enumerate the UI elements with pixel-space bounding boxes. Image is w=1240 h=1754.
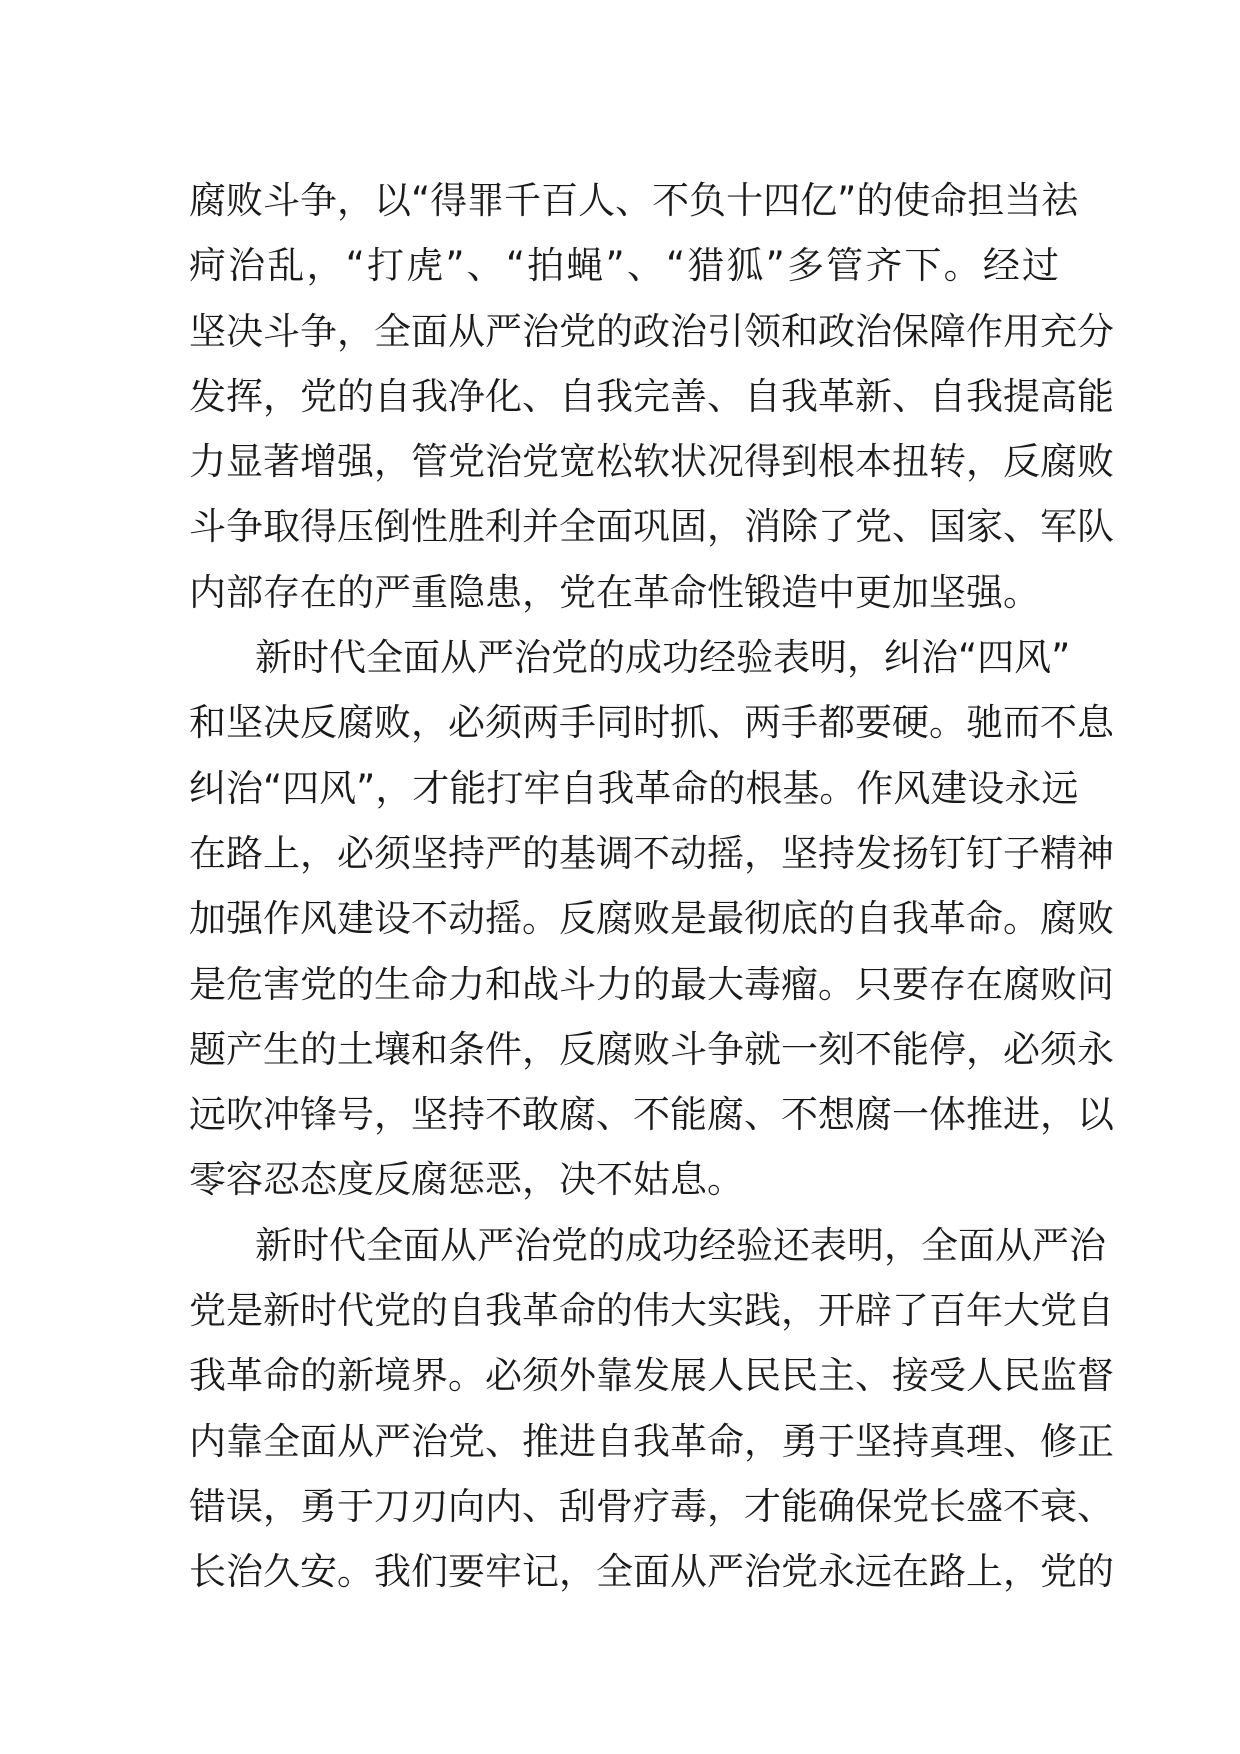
text-line: 疴治乱，“打虎”、“拍蝇”、“猎狐”多管齐下。经过 xyxy=(189,244,1059,288)
text-line: 发挥，党的自我净化、自我完善、自我革新、自我提高能 xyxy=(189,374,1114,418)
text-line: 坚决斗争，全面从严治党的政治引领和政治保障作用充分 xyxy=(189,309,1114,353)
paragraph-2 xyxy=(189,625,1114,1213)
text-line: 错误，勇于刀刃向内、刮骨疗毒，才能确保党长盛不衰、 xyxy=(189,1484,1114,1528)
text-line: 在路上，必须坚持严的基调不动摇，坚持发扬钉钉子精神 xyxy=(189,831,1114,875)
text-line: 加强作风建设不动摇。反腐败是最彻底的自我革命。腐败 xyxy=(189,897,1114,941)
text-line: 是危害党的生命力和战斗力的最大毒瘤。只要存在腐败问 xyxy=(189,962,1114,1006)
text-line: 我革命的新境界。必须外靠发展人民民主、接受人民监督 xyxy=(189,1354,1114,1398)
text-line: 新时代全面从严治党的成功经验表明，纠治“四风” xyxy=(255,636,1071,680)
text-line: 新时代全面从严治党的成功经验还表明，全面从严治 xyxy=(255,1223,1106,1267)
text-line: 和坚决反腐败，必须两手同时抓、两手都要硬。驰而不息 xyxy=(189,701,1114,745)
text-line: 零容忍态度反腐惩恶，决不姑息。 xyxy=(189,1158,744,1202)
text-line: 纠治“四风”，才能打牢自我革命的根基。作风建设永远 xyxy=(189,766,1079,810)
text-line: 力显著增强，管党治党宽松软状况得到根本扭转，反腐败 xyxy=(189,440,1114,484)
text-line: 腐败斗争，以“得罪千百人、不负十四亿”的使命担当祛 xyxy=(189,179,1079,222)
body-text xyxy=(189,168,1114,1605)
text-line: 党是新时代党的自我革命的伟大实践，开辟了百年大党自 xyxy=(189,1289,1114,1333)
text-line: 题产生的土壤和条件，反腐败斗争就一刻不能停，必须永 xyxy=(189,1027,1114,1071)
text-line: 长治久安。我们要牢记，全面从严治党永远在路上，党的 xyxy=(189,1550,1114,1594)
text-line: 远吹冲锋号，坚持不敢腐、不能腐、不想腐一体推进，以 xyxy=(189,1093,1114,1137)
text-line: 内靠全面从严治党、推进自我革命，勇于坚持真理、修正 xyxy=(189,1419,1114,1463)
paragraph-1 xyxy=(189,168,1114,625)
text-line: 内部存在的严重隐患，党在革命性锻造中更加坚强。 xyxy=(189,570,1040,614)
paragraph-3 xyxy=(189,1213,1114,1605)
text-line: 斗争取得压倒性胜利并全面巩固，消除了党、国家、军队 xyxy=(189,505,1114,549)
